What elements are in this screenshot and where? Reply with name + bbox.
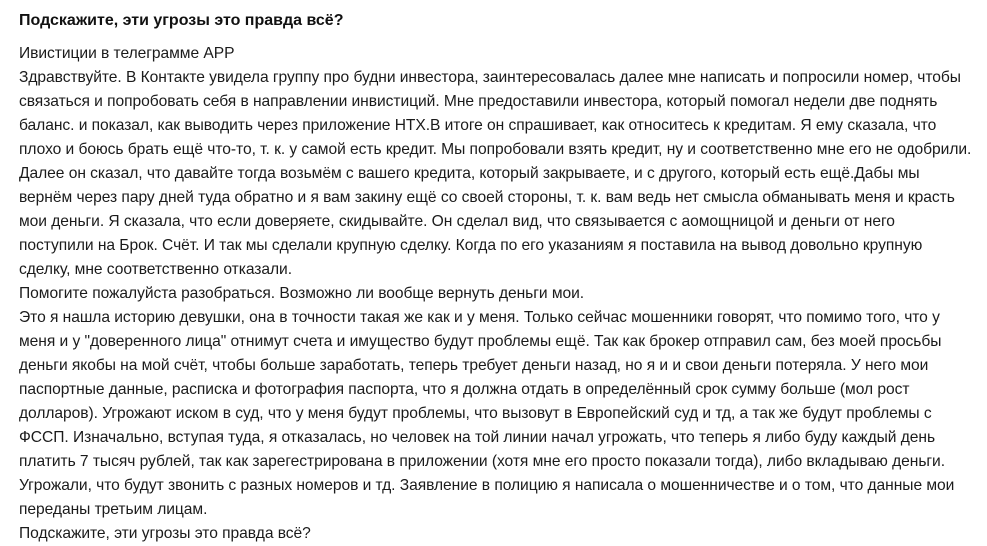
post-paragraph-threats: Это я нашла историю девушки, она в точности такая же как и у меня. Только сейчас мошенники говорят, что помимо того, что у меня и у "доверенного лица" отнимут счета и имущество будут проблемы ещё. Так как брокер отправил сам, без моей просьбы деньги якобы на мой счёт, чтобы больше заработать, теперь требует деньги назад, но я и и свои деньги потеряла. У него мои паспортные данные, расписка и фотография паспорта, что я должна отдать в определённый срок сумму больше (мол рост долларов). Угрожают иском в суд, что у меня будут проблемы, что вызовут в Европейский суд и тд, а так же будут проблемы с ФССП. Изначально, вступая туда, я отказалась, но человек на той линии начал угрожать, что теперь я либо буду каждый день платить 7 тысяч рублей, так как зарегестрирована в приложении (хотя мне его просто показали тогда), либо вкладываю деньги. Угрожали, что будут звонить с разных номеров и тд. Заявление в полицию я написала о мошенничестве и о том, что данные мои переданы третьим лицам.	[19, 309, 955, 518]
post-paragraph-story: Здравствуйте. В Контакте увидела группу про будни инвестора, заинтересовалась далее мне написать и попросили номер, чтобы связаться и попробовать себя в направлении инвистиций. Мне предоставили инвестора, который помогал недели две поднять баланс. и показал, как выводить через приложение HTX.В итоге он спрашивает, как относитесь к кредитам. Я ему сказала, что плохо и боюсь брать ещё что-то, т. к. у самой есть кредит. Мы попробовали взять кредит, ну и соответственно мне его не одобрили. Далее он сказал, что давайте тогда возьмём с вашего кредита, который закрываете, и с другого, который есть ещё.Дабы мы вернём через пару дней туда обратно и я вам закину ещё со своей стороны, т. к. вам ведь нет смысла обманывать меня и красть мои деньги. Я сказала, что если доверяете, скидывайте. Он сделал вид, что связывается с аомощницой и деньги от него поступили на Брок. Счёт. И так мы сделали крупную сделку. Когда по его указаниям я поставила на вывод довольно крупную сделку, мне соответственно отказали.	[19, 69, 972, 278]
post-title: Подскажите, эти угрозы это правда всё?	[19, 12, 344, 29]
post-paragraph-platform: Ивистиции в телеграмме APP	[19, 45, 235, 62]
post-paragraph-help-request: Помогите пожалуйста разобраться. Возможно ли вообще вернуть деньги мои.	[19, 285, 585, 302]
question-post	[19, 9, 973, 546]
post-paragraph-question: Подскажите, эти угрозы это правда всё?	[19, 525, 311, 542]
post-body	[19, 42, 973, 546]
